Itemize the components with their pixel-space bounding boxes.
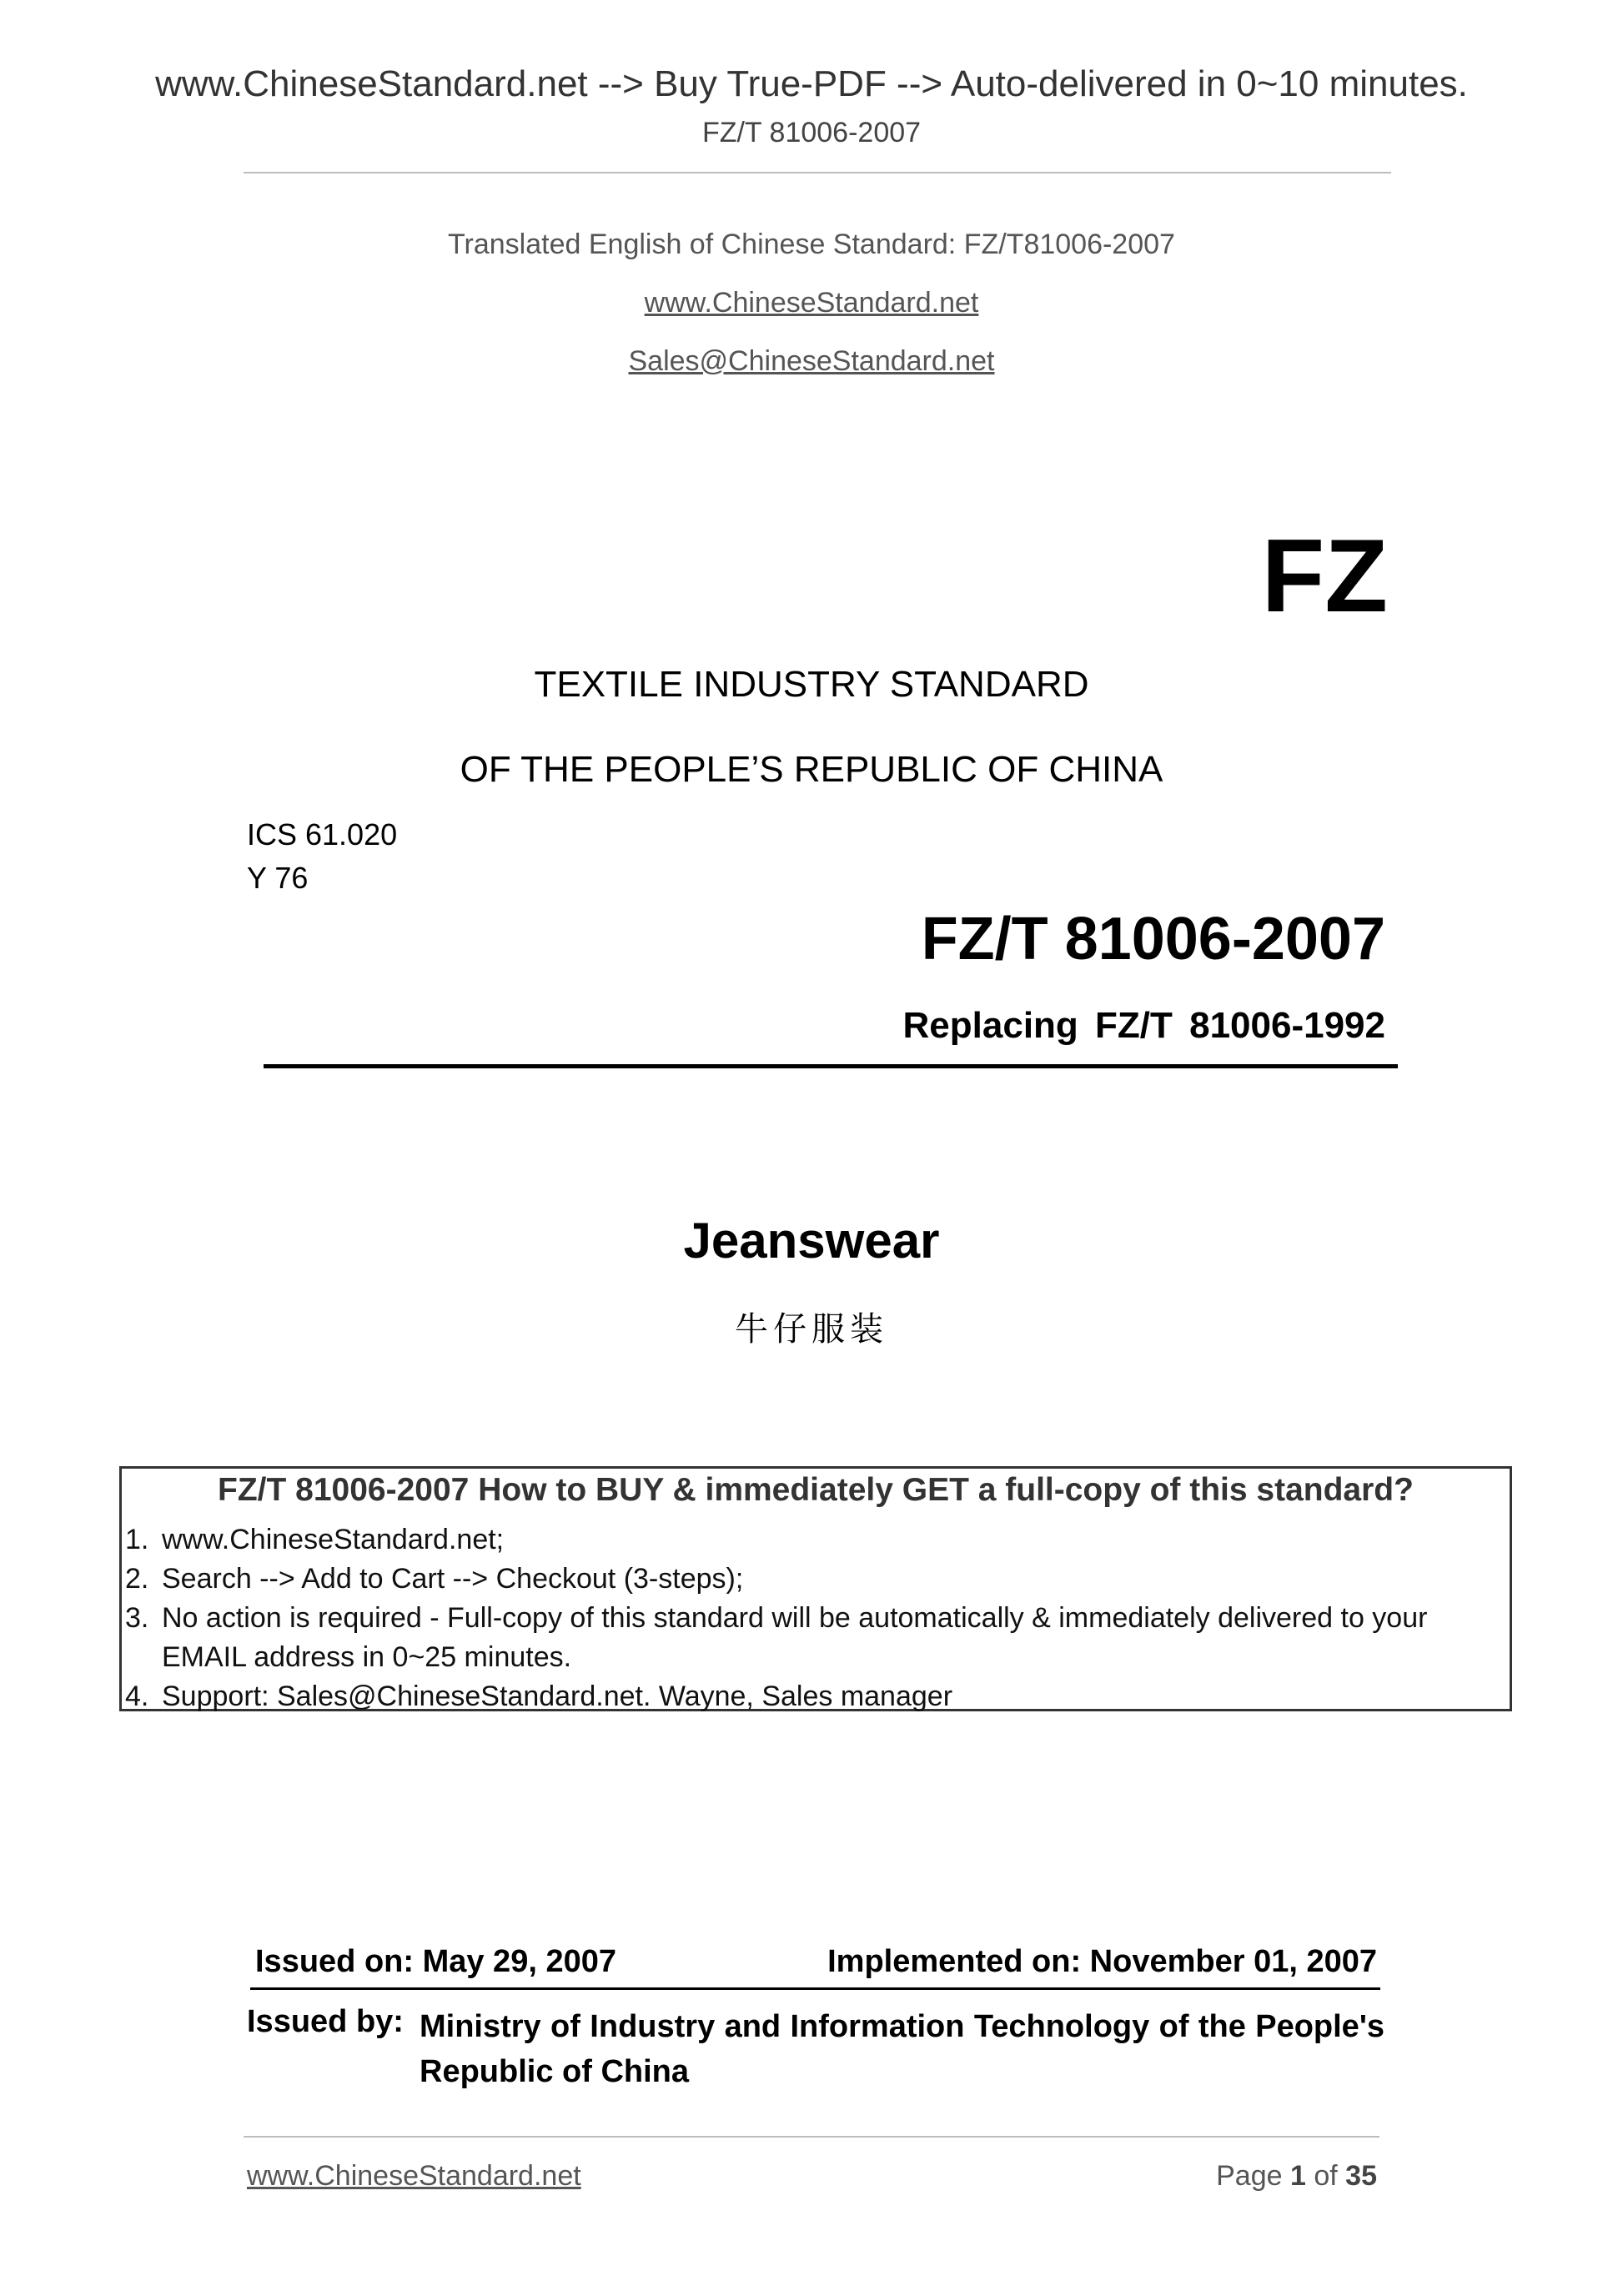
email-link-container [0, 345, 1623, 378]
header-standard-code: FZ/T 81006-2007 [701, 117, 922, 148]
list-item [122, 1560, 1505, 1599]
footer-divider [244, 2136, 1379, 2138]
website-link[interactable]: www.ChineseStandard.net [644, 287, 979, 319]
document-title-cn: 牛仔服装 [735, 1310, 888, 1349]
issued-on-date: Issued on: May 29, 2007 [255, 1944, 616, 1979]
list-item [122, 1677, 1505, 1716]
list-item [122, 1599, 1505, 1677]
ics-code: ICS 61.020 [247, 817, 398, 852]
list-item-number: 1. [125, 1524, 149, 1555]
list-item-number: 3. [125, 1602, 149, 1634]
page-total: 35 [1345, 2160, 1377, 2192]
industry-title-line1: TEXTILE INDUSTRY STANDARD [534, 664, 1089, 705]
email-link[interactable]: Sales@ChineseStandard.net [628, 345, 995, 377]
list-item-number: 4. [125, 1681, 149, 1712]
issued-by-value: Ministry of Industry and Information Technology of the People's Republic of China [420, 2009, 1384, 2089]
issued-by-label: Issued by: [247, 2004, 404, 2039]
page-indicator [1216, 2160, 1377, 2193]
list-item-text: Search --> Add to Cart --> Checkout (3-steps); [162, 1563, 744, 1595]
document-title-en: Jeanswear [683, 1213, 940, 1269]
page-current: 1 [1289, 2160, 1306, 2192]
header-banner: www.ChineseStandard.net --> Buy True-PDF --> Auto-delivered in 0~10 minutes. [155, 63, 1468, 104]
fz-mark: FZ [1261, 519, 1388, 634]
purchase-box-heading: FZ/T 81006-2007 How to BUY & immediately GET a full-copy of this standard? [218, 1472, 1414, 1508]
translated-notice: Translated English of Chinese Standard: FZ/T81006-2007 [448, 229, 1175, 260]
replacing-standard: Replacing FZ/T 81006-1992 [902, 1005, 1385, 1046]
list-item-text: Support: Sales@ChineseStandard.net. Wayne, Sales manager [162, 1681, 953, 1712]
list-item-text: www.ChineseStandard.net; [162, 1524, 505, 1555]
standard-number: FZ/T 81006-2007 [921, 906, 1385, 972]
purchase-info-box [119, 1466, 1512, 1711]
list-item-number: 2. [125, 1563, 149, 1595]
industry-title-line2: OF THE PEOPLE’S REPUBLIC OF CHINA [460, 749, 1163, 790]
classification-code: Y 76 [247, 861, 309, 895]
header-divider [244, 172, 1391, 173]
page-label: Page [1216, 2160, 1283, 2192]
website-link-container [0, 287, 1623, 319]
purchase-steps-list [122, 1520, 1505, 1716]
implemented-on-date: Implemented on: November 01, 2007 [827, 1944, 1377, 1979]
list-item-text: No action is required - Full-copy of this standard will be automatically & immediately delivered to your EMAIL address in 0~25 minutes. [162, 1602, 1428, 1673]
page-of: of [1314, 2160, 1338, 2192]
issuance-divider [250, 1987, 1380, 1990]
title-divider [264, 1064, 1398, 1068]
list-item [122, 1520, 1505, 1560]
footer-website-link[interactable]: www.ChineseStandard.net [247, 2160, 581, 2192]
